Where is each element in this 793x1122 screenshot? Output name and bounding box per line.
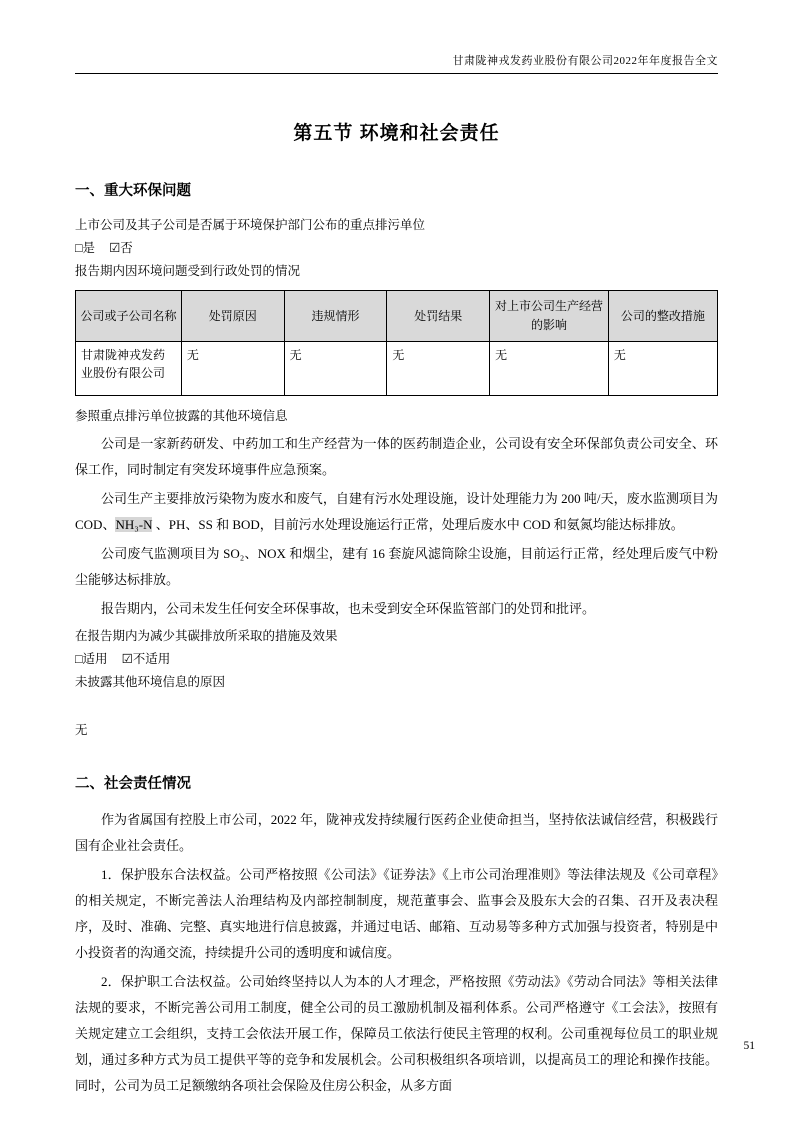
table-header-rectification: 公司的整改措施 [608, 291, 717, 341]
table-header-violation: 违规情形 [284, 291, 387, 341]
carbon-measures-label: 在报告期内为减少其碳排放所采取的措施及效果 [75, 628, 338, 643]
paragraph-company-profile: 公司是一家新药研发、中药加工和生产经营为一体的医药制造企业，公司设有安全环保部负责公司安全、环保工作，同时制定有突发环境事件应急预案。 [75, 435, 718, 477]
section-heading-social: 二、社会责任情况 [75, 776, 191, 793]
paragraph-shareholder-rights: 1．保护股东合法权益。公司严格按照《公司法》《证券法》《上市公司治理准则》等法律法规及《公司章程》的相关规定，不断完善法人治理结构及内部控制制度，规范董事会、监事会及股东大会的召集、召开及表决程序，及时、准确、完整、真实地进行信息披露，并通过电话、邮箱、互动易等多种方式加强与投资者，特别是中小投资者的沟通交流，持续提升公司的透明度和诚信度。 [75, 867, 718, 961]
no-disclosure-value: 无 [75, 723, 88, 738]
table-header-impact: 对上市公司生产经营的影响 [490, 291, 609, 341]
table-header-result: 处罚结果 [387, 291, 490, 341]
page-number: 51 [743, 1040, 755, 1052]
no-disclosure-label: 未披露其他环境信息的原因 [75, 675, 226, 690]
carbon-measures-answer [75, 648, 718, 671]
table-header-row [76, 291, 718, 341]
table-cell-company: 甘肃陇神戎发药业股份有限公司 [76, 341, 182, 395]
page-title: 第五节 环境和社会责任 [293, 123, 500, 144]
paragraph-exhaust-gas: 公司废气监测项目为 SO₂、NOX 和烟尘，建有 16 套旋风滤筒除尘设施，目前运行正常，经处理后废气中粉尘能够达标排放。 [75, 545, 718, 587]
paragraph-no-accident: 报告期内，公司未发生任何安全环保事故，也未受到安全环保监管部门的处罚和批评。 [101, 600, 596, 616]
key-polluter-question: 上市公司及其子公司是否属于环境保护部门公布的重点排污单位 [75, 218, 426, 232]
table-cell-result: 无 [387, 341, 490, 395]
table-row [76, 341, 718, 395]
paragraph-wastewater [75, 486, 718, 538]
table-cell-reason: 无 [181, 341, 284, 395]
checkbox-yes: □是 [75, 241, 96, 256]
table-header-reason: 处罚原因 [181, 291, 284, 341]
table-cell-impact: 无 [490, 341, 609, 395]
wastewater-text-after: 、PH、SS 和 BOD，目前污水处理设施运行正常，处理后废水中 COD 和氨氮均能达标排放。 [152, 516, 684, 532]
penalty-table [75, 290, 718, 395]
paragraph-employee-rights: 2．保护职工合法权益。公司始终坚持以人为本的人才理念，严格按照《劳动法》《劳动合同法》等相关法律法规的要求，不断完善公司用工制度，健全公司的员工激励机制及福利体系。公司严格遵守《工会法》，按照有关规定建立工会组织，支持工会依法开展工作，保障员工依法行使民主管理的权利。公司重视每位员工的职业规划，通过多种方式为员工提供平等的竞争和发展机会。公司积极组织各项培训，以提高员工的理论和操作技能。同时，公司为员工足额缴纳各项社会保险及住房公积金，从多方面 [75, 974, 718, 1094]
paragraph-social-intro: 作为省属国有控股上市公司，2022 年，陇神戎发持续履行医药企业使命担当，坚持依法诚信经营，积极践行国有企业社会责任。 [75, 812, 718, 854]
table-cell-violation: 无 [284, 341, 387, 395]
checkbox-no-checked: ☑否 [109, 241, 133, 256]
other-env-info-label: 参照重点排污单位披露的其他环境信息 [75, 408, 288, 423]
section-heading-environment: 一、重大环保问题 [75, 183, 191, 199]
checkbox-not-applicable-checked: ☑不适用 [121, 652, 171, 666]
document-header-text: 甘肃陇神戎发药业股份有限公司2022年年度报告全文 [452, 55, 718, 67]
wastewater-highlight-nh3n: NH₃-N [115, 516, 153, 532]
key-polluter-answer [75, 237, 718, 260]
table-cell-rectification: 无 [608, 341, 717, 395]
document-header [75, 52, 718, 74]
table-header-company: 公司或子公司名称 [76, 291, 182, 341]
checkbox-applicable: □适用 [75, 652, 108, 666]
admin-penalty-label: 报告期内因环境问题受到行政处罚的情况 [75, 264, 301, 279]
wastewater-text-before: 公司生产主要排放污染物为废水和废气，自建有污水处理设施，设计处理能力为 200 吨/天，废水监测项目为 COD、 [75, 490, 718, 532]
